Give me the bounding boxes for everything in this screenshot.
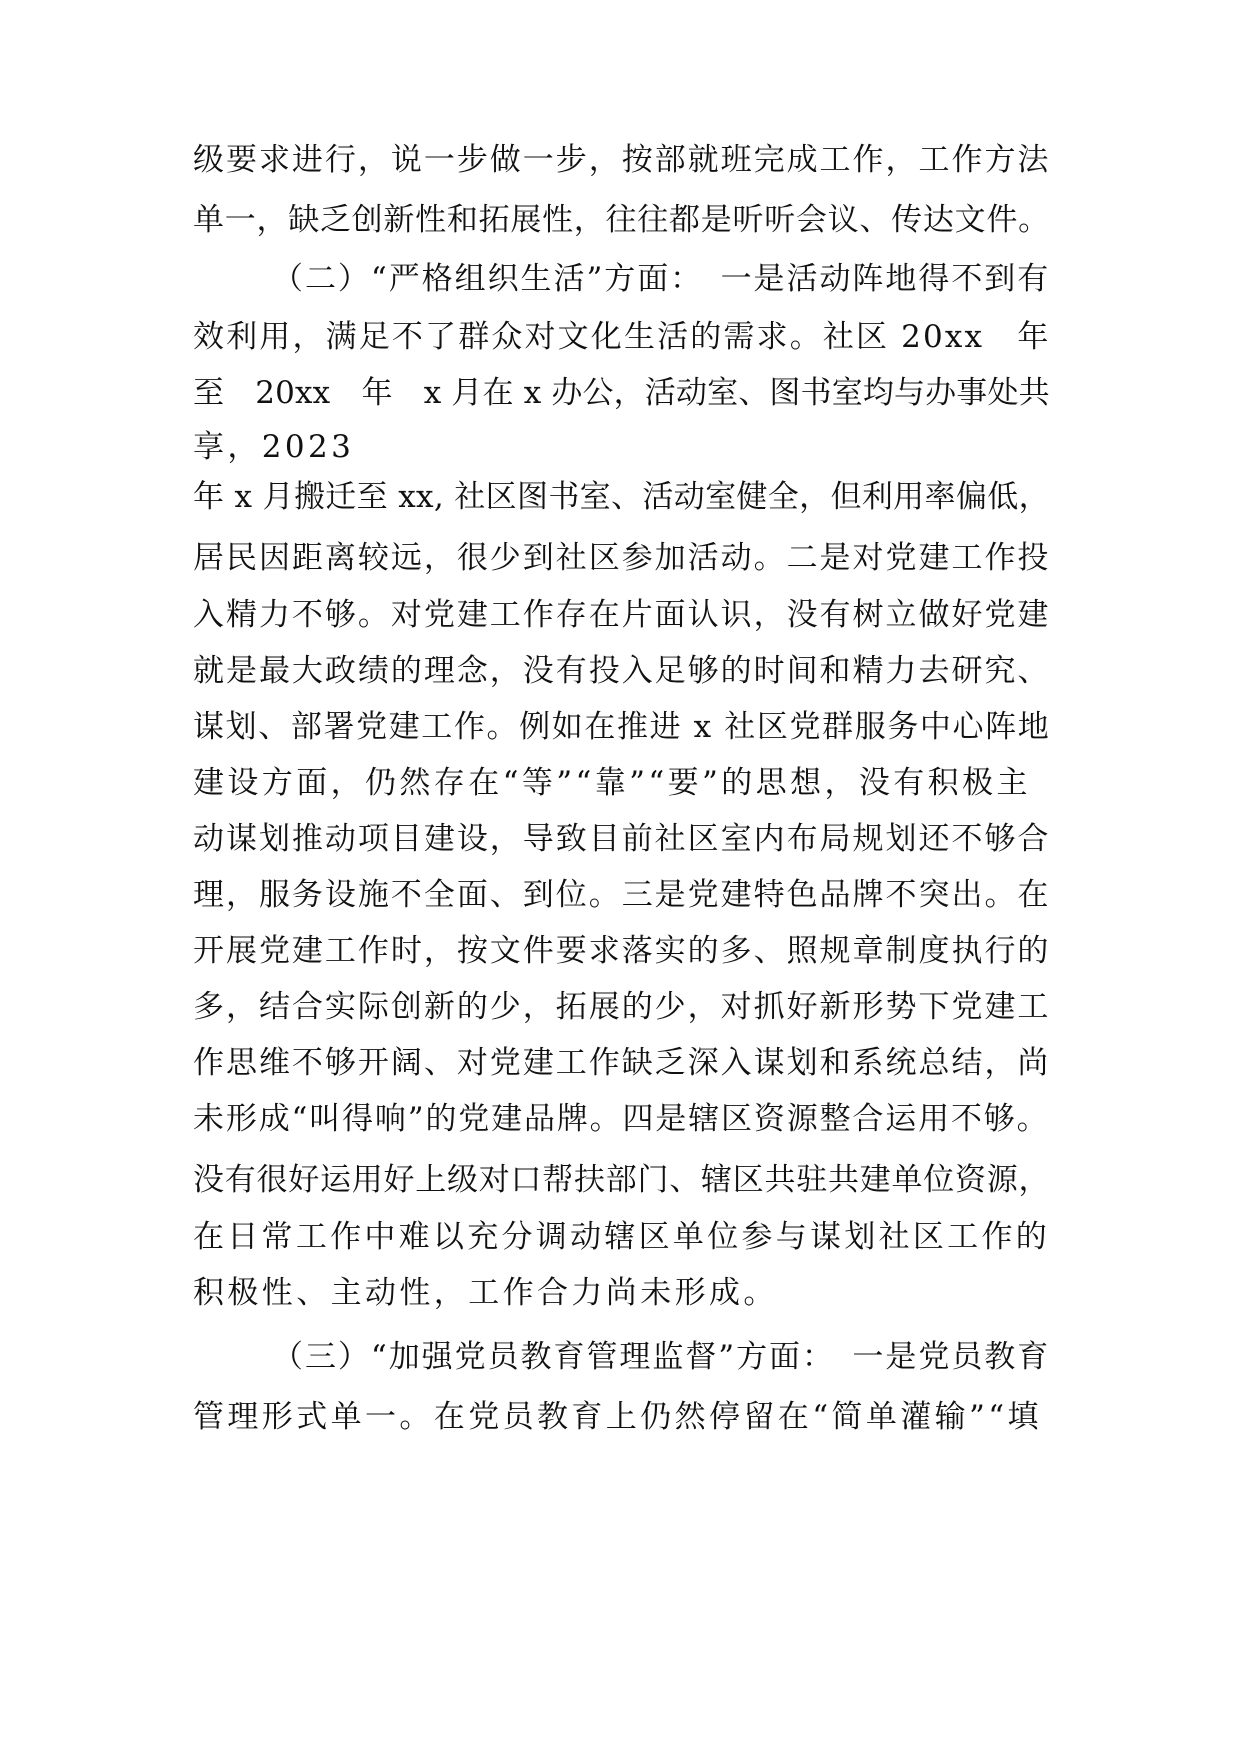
text-line-6: 享，2023 xyxy=(193,429,355,465)
text-line-13: 动谋划推动项目建设，导致目前社区室内布局规划还不够合 xyxy=(193,821,1051,857)
text-line-18: 未形成“叫得响”的党建品牌。四是辖区资源整合运用不够。 xyxy=(193,1101,1050,1137)
text-line-12: 建设方面，仍然存在“等”“靠”“要”的思想，没有积极主 xyxy=(193,765,1031,801)
text-line-8: 居民因距离较远，很少到社区参加活动。二是对党建工作投 xyxy=(193,540,1051,576)
text-line-19: 没有很好运用好上级对口帮扶部门、辖区共驻共建单位资源， xyxy=(193,1162,1051,1198)
text-line-17: 作思维不够开阔、对党建工作缺乏深入谋划和系统总结，尚 xyxy=(193,1045,1051,1081)
text-line-2: 单一，缺乏创新性和拓展性，往往都是听听会议、传达文件。 xyxy=(193,202,1050,238)
text-line-7: 年 x 月搬迁至 xx, 社区图书室、活动室健全，但利用率偏低， xyxy=(193,479,1050,515)
text-line-11: 谋划、部署党建工作。例如在推进 x 社区党群服务中心阵地 xyxy=(193,709,1051,745)
section-heading-2: （二）“严格组织生活”方面： 一是活动阵地得不到有 xyxy=(272,261,1051,297)
text-line-10: 就是最大政绩的理念，没有投入足够的时间和精力去研究、 xyxy=(193,653,1051,689)
text-line-14: 理，服务设施不全面、到位。三是党建特色品牌不突出。在 xyxy=(193,877,1051,913)
text-line-15: 开展党建工作时，按文件要求落实的多、照规章制度执行的 xyxy=(193,933,1051,969)
text-line-21: 积极性、主动性，工作合力尚未形成。 xyxy=(193,1275,778,1311)
text-line-23: 管理形式单一。在党员教育上仍然停留在“简单灌输”“填 xyxy=(193,1399,1042,1435)
text-line-5: 至 20xx 年 x 月在 x 办公，活动室、图书室均与办事处共 xyxy=(193,375,1050,411)
text-line-4: 效利用，满足不了群众对文化生活的需求。社区 20xx 年 xyxy=(193,319,1051,355)
section-heading-3: （三）“加强党员教育管理监督”方面： 一是党员教育 xyxy=(272,1339,1051,1375)
text-line-9: 入精力不够。对党建工作存在片面认识，没有树立做好党建 xyxy=(193,597,1051,633)
text-line-1: 级要求进行，说一步做一步，按部就班完成工作，工作方法 xyxy=(193,142,1051,178)
text-line-20: 在日常工作中难以充分调动辖区单位参与谋划社区工作的 xyxy=(193,1219,1050,1255)
text-line-16: 多，结合实际创新的少，拓展的少，对抓好新形势下党建工 xyxy=(193,989,1051,1025)
